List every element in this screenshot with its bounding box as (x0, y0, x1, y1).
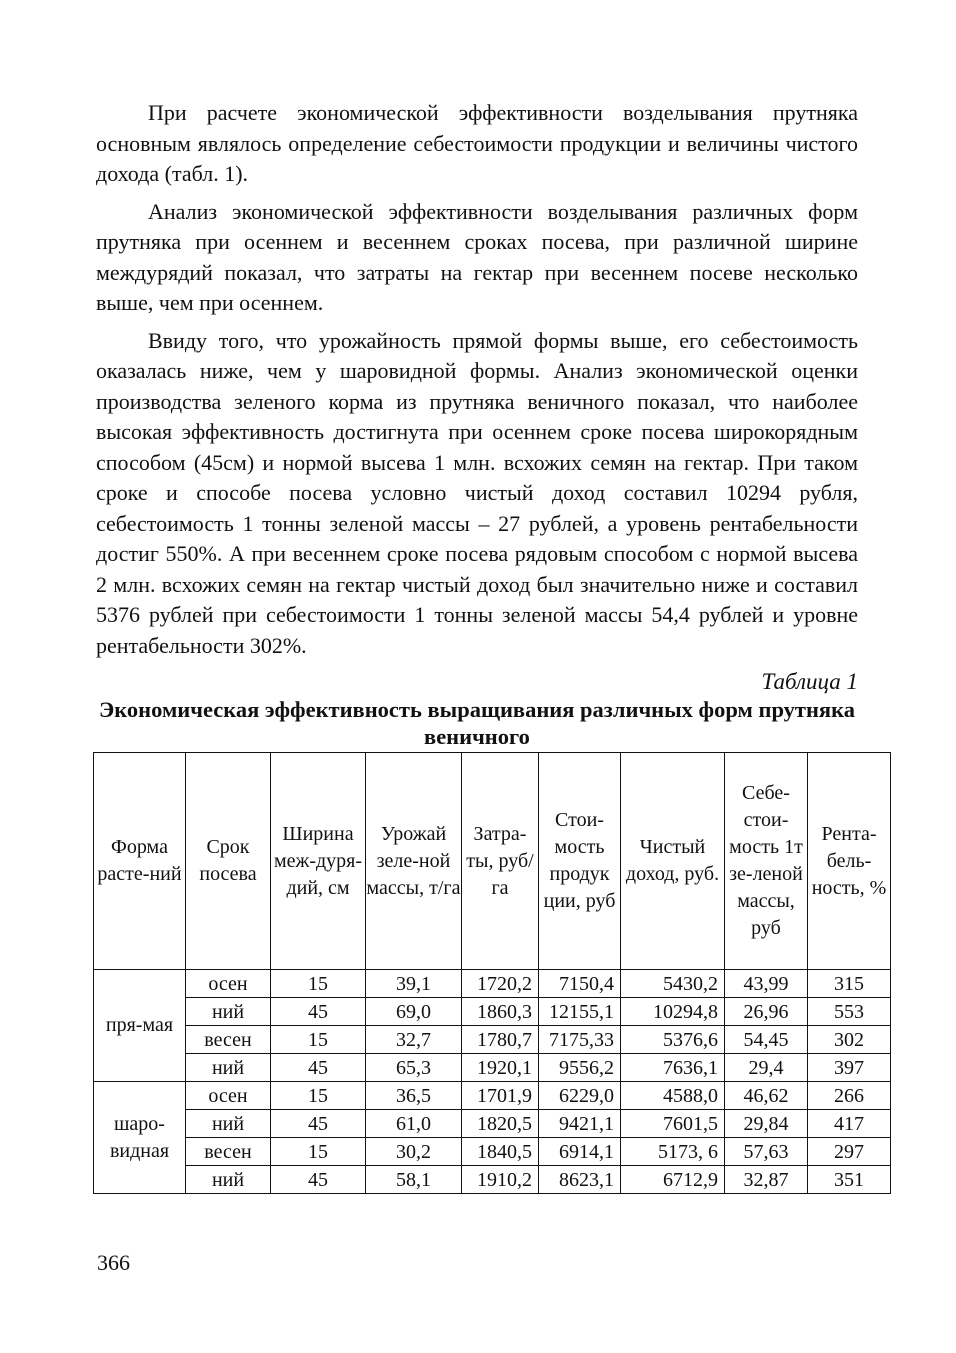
value-cell: 5376,6 (621, 1026, 725, 1054)
value-cell: 7150,4 (539, 970, 621, 998)
value-cell: 266 (808, 1082, 891, 1110)
header-cell: Чистый доход, руб. (621, 753, 725, 970)
season-cell: ний (186, 1054, 271, 1082)
header-cell: Форма расте-ний (94, 753, 186, 970)
value-cell: 302 (808, 1026, 891, 1054)
table-row (94, 1054, 891, 1082)
value-cell: 1820,5 (462, 1110, 539, 1138)
header-cell: Рента-бель-ность, % (808, 753, 891, 970)
form-cell: шаро-видная (94, 1082, 186, 1194)
table-row (94, 1138, 891, 1166)
table-row (94, 998, 891, 1026)
value-cell: 26,96 (725, 998, 808, 1026)
value-cell: 7601,5 (621, 1110, 725, 1138)
value-cell: 30,2 (366, 1138, 462, 1166)
value-cell: 1780,7 (462, 1026, 539, 1054)
value-cell: 65,3 (366, 1054, 462, 1082)
value-cell: 6229,0 (539, 1082, 621, 1110)
season-cell: весен (186, 1138, 271, 1166)
value-cell: 43,99 (725, 970, 808, 998)
value-cell: 29,84 (725, 1110, 808, 1138)
table-label: Таблица 1 (761, 669, 858, 694)
value-cell: 12155,1 (539, 998, 621, 1026)
page-number: 366 (97, 1250, 130, 1275)
value-cell: 553 (808, 998, 891, 1026)
efficiency-table (93, 752, 891, 1194)
value-cell: 6914,1 (539, 1138, 621, 1166)
value-cell: 9556,2 (539, 1054, 621, 1082)
value-cell: 7175,33 (539, 1026, 621, 1054)
value-cell: 6712,9 (621, 1166, 725, 1194)
value-cell: 1910,2 (462, 1166, 539, 1194)
table-body (94, 970, 891, 1194)
value-cell: 297 (808, 1138, 891, 1166)
value-cell: 45 (271, 1166, 366, 1194)
value-cell: 5430,2 (621, 970, 725, 998)
value-cell: 46,62 (725, 1082, 808, 1110)
header-cell: Себе-стои-мость 1т зе-леной массы, руб (725, 753, 808, 970)
value-cell: 15 (271, 1026, 366, 1054)
value-cell: 32,87 (725, 1166, 808, 1194)
paragraph-2: Анализ экономической эффективности возделывания различных форм прутняка при осеннем и весеннем сроках посева, при различной ширине междурядий показал, что затраты на гектар при весеннем посеве несколько выше, чем при осеннем. (96, 198, 858, 315)
form-cell: пря-мая (94, 970, 186, 1082)
value-cell: 45 (271, 998, 366, 1026)
header-cell: Стои-мость продук ции, руб (539, 753, 621, 970)
season-cell: весен (186, 1026, 271, 1054)
table-row (94, 970, 891, 998)
value-cell: 351 (808, 1166, 891, 1194)
value-cell: 32,7 (366, 1026, 462, 1054)
value-cell: 45 (271, 1054, 366, 1082)
season-cell: ний (186, 1110, 271, 1138)
value-cell: 57,63 (725, 1138, 808, 1166)
value-cell: 8623,1 (539, 1166, 621, 1194)
table-row (94, 1082, 891, 1110)
value-cell: 61,0 (366, 1110, 462, 1138)
season-cell: осен (186, 1082, 271, 1110)
header-cell: Затра-ты, руб/га (462, 753, 539, 970)
value-cell: 1720,2 (462, 970, 539, 998)
header-cell: Ширина меж-дуря-дий, см (271, 753, 366, 970)
value-cell: 315 (808, 970, 891, 998)
value-cell: 1701,9 (462, 1082, 539, 1110)
table-row (94, 1166, 891, 1194)
value-cell: 4588,0 (621, 1082, 725, 1110)
value-cell: 36,5 (366, 1082, 462, 1110)
page-body (96, 98, 858, 750)
value-cell: 45 (271, 1110, 366, 1138)
value-cell: 1840,5 (462, 1138, 539, 1166)
value-cell: 417 (808, 1110, 891, 1138)
value-cell: 69,0 (366, 998, 462, 1026)
season-cell: осен (186, 970, 271, 998)
value-cell: 7636,1 (621, 1054, 725, 1082)
value-cell: 1860,3 (462, 998, 539, 1026)
value-cell: 39,1 (366, 970, 462, 998)
value-cell: 5173, 6 (621, 1138, 725, 1166)
value-cell: 29,4 (725, 1054, 808, 1082)
value-cell: 58,1 (366, 1166, 462, 1194)
value-cell: 15 (271, 1082, 366, 1110)
table-title: Экономическая эффективность выращивания различных форм прутняка веничного (99, 697, 855, 749)
table-row (94, 1110, 891, 1138)
table-row (94, 1026, 891, 1054)
value-cell: 9421,1 (539, 1110, 621, 1138)
value-cell: 1920,1 (462, 1054, 539, 1082)
table-header-row (94, 753, 891, 970)
season-cell: ний (186, 998, 271, 1026)
value-cell: 54,45 (725, 1026, 808, 1054)
paragraph-1: При расчете экономической эффективности возделывания прутняка основным являлось определение себестоимости продукции и величины чистого дохода (табл. 1). (96, 100, 858, 186)
value-cell: 15 (271, 970, 366, 998)
header-cell: Урожай зеле-ной массы, т/га (366, 753, 462, 970)
value-cell: 10294,8 (621, 998, 725, 1026)
paragraph-3: Ввиду того, что урожайность прямой формы выше, его себестоимость оказалась ниже, чем у шаровидной формы. Анализ экономической оценки производства зеленого корма из прутняка веничного показал, что наиболее высокая эффективность достигнута при осеннем сроке посева широкорядным способом (45см) и нормой высева 1 млн. всхожих семян на гектар. При таком сроке и способе посева условно чистый доход составил 10294 рубля, себестоимость 1 тонны зеленой массы – 27 рублей, а уровень рентабельности достиг 550%. А при весеннем сроке посева рядовым способом с нормой высева 2 млн. всхожих семян на гектар чистый доход был значительно ниже и составил 5376 рублей при себестоимости 1 тонны зеленой массы 54,4 рублей и уровне рентабельности 302%. (96, 327, 858, 658)
value-cell: 397 (808, 1054, 891, 1082)
value-cell: 15 (271, 1138, 366, 1166)
season-cell: ний (186, 1166, 271, 1194)
header-cell: Срок посева (186, 753, 271, 970)
